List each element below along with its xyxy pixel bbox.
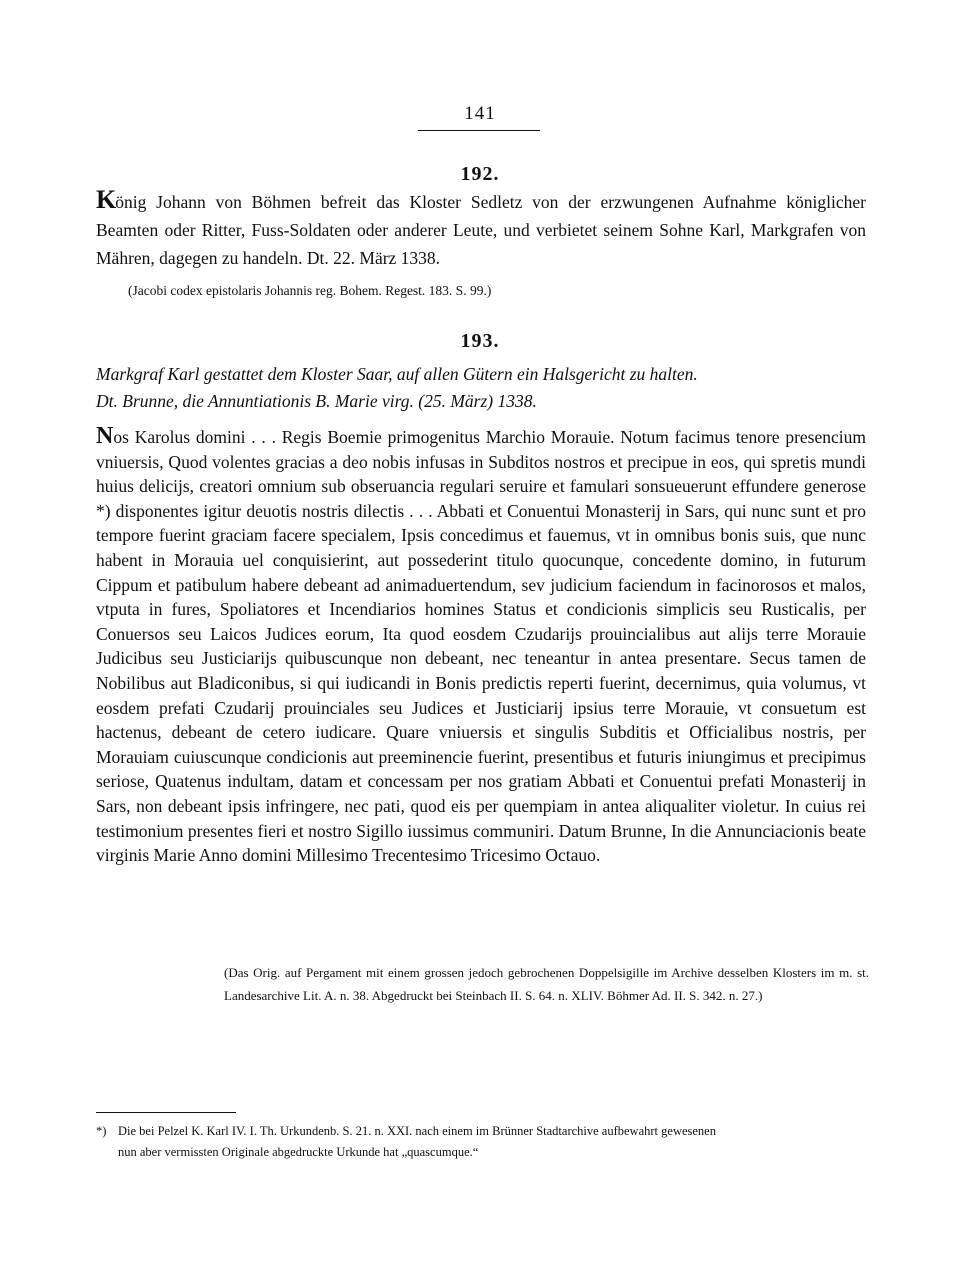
- page-number: 141: [464, 103, 496, 124]
- footnote-rule: [96, 1112, 236, 1113]
- page-number-rule: [418, 130, 540, 131]
- document-192-initial: K: [96, 185, 116, 214]
- document-192-source-citation: (Jacobi codex epistolaris Johannis reg. Bohem. Regest. 183. S. 99.): [128, 283, 492, 298]
- document-193-body-text: os Karolus domini . . . Regis Boemie primogenitus Marchio Morauie. Notum facimus tenore presencium vniuersis, Quod volentes gracias a deo nobis infusas in Subditos nostros et precipue in eos, qui spretis mundi huius delicijs, creatori omnium sub obseruancia regulari seruire et famulari sonsueuerunt effundere generose *) disponentes igitur deuotis nostris dilectis . . . Abbati et Conuentui Monasterij in Sars, qui nunc sunt et pro tempore fuerint graciam facere specialem, Ipsis concedimus et fauemus, vt in omnibus bonis suis, que nunc habent in Morauia uel conquisierint, aut possederint titulo quocunque, concedente domino, in futurum Cippum et patibulum habere debeant ad animaduertendum, sev judicium faciendum in facinorosos et malos, vtputa in fures, Spoliatores et Incendiarios homines Status et condicionis simplicis seu Rusticalis, per Conuersos seu Laicos Judices eorum, Ita quod eosdem Czudarijs prouincialibus aut alijs terre Morauie Judicibus seu Justiciarijs quibuscunque non debeant, nec teneantur in antea presentare. Secus tamen de Nobilibus aut Bladiconibus, si qui iudicandi in Bonis predictis reperti fuerint, decernimus, quia volumus, vt eosdem prefati Czudarij prouinciales seu Judices et Justiciarij ipsius terre Morauie, vt consuetum est hactenus, debeant de cetero iudicare. Quare vniuersis et singulis Subditis et Officialibus nostris, per Morauiam cuiuscunque condicionis aut preeminencie fuerint, presentibus et futuris iniungimus et precipimus seriose, Quatenus indultam, datam et concessam per nos gratiam Abbati et Conuentui prefati Monasterij in Sars, non debeant ipsis infringere, nec pati, quod eis per quempiam in antea aliqualiter violetur. In cuius rei testimonium presentes fieri et nostro Sigillo iussimus communiri. Datum Brunne, In die Annunciacionis beate virginis Marie Anno domini Millesimo Trecentesimo Tricesimo Octauo.: [96, 427, 866, 866]
- document-192-summary-text: önig Johann von Böhmen befreit das Kloster Sedletz von der erzwungenen Aufnahme königlicher Beamten oder Ritter, Fuss-Soldaten oder anderer Leute, und verbietet seinem Sohne Karl, Markgrafen von Mähren, dagegen zu handeln. Dt. 22. März 1338.: [96, 192, 866, 268]
- document-193-initial: N: [96, 423, 114, 449]
- footnote: [96, 1121, 876, 1163]
- document-192-number: 192.: [460, 163, 500, 185]
- document-193-body: [96, 425, 866, 868]
- document-193-date-line: Dt. Brunne, die Annuntiationis B. Marie virg. (25. März) 1338.: [96, 391, 537, 411]
- footnote-marker: *): [96, 1124, 107, 1138]
- footnote-line-1: Die bei Pelzel K. Karl IV. I. Th. Urkundenb. S. 21. n. XXI. nach einem im Brünner Stadtarchive aufbewahrt gewesenen: [118, 1124, 716, 1138]
- document-193-number: 193.: [460, 330, 500, 352]
- document-193-archive-note: (Das Orig. auf Pergament mit einem grossen jedoch gebrochenen Doppelsigille im Archive desselben Klosters im m. st. Landesarchive Lit. A. n. 38. Abgedruckt bei Steinbach II. S. 64. n. XLIV. Böhmer Ad. II. S. 342. n. 27.): [224, 965, 869, 1003]
- footnote-line-2: nun aber vermissten Originale abgedruckte Urkunde hat „quascumque.“: [118, 1145, 479, 1159]
- document-193-summary: Markgraf Karl gestattet dem Kloster Saar, auf allen Gütern ein Halsgericht zu halten.: [96, 364, 698, 384]
- document-192-summary: [96, 185, 866, 272]
